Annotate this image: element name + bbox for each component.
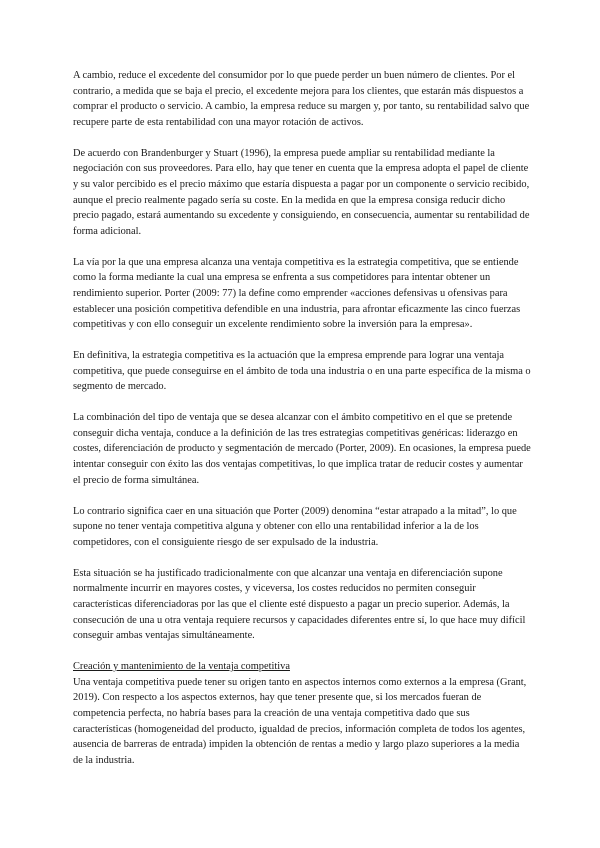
paragraph-negociacion-proveedores: De acuerdo con Brandenburger y Stuart (1996), la empresa puede ampliar su rentabilidad mediante la negociación con sus proveedores. Para ello, hay que tener en cuenta que la empresa adopta el papel de cliente y su valor percibido es el precio máximo que estaría dispuesta a pagar por un componente o servicio recibido, aunque el precio realmente pagado sería su coste. En la medida en que la empresa consiga reducir dicho precio pagado, estará aumentando su excedente y consiguiendo, en consecuencia, aumentar su rentabilidad de forma adicional. [73, 147, 530, 237]
paragraph-estrategia-competitiva: La vía por la que una empresa alcanza una ventaja competitiva es la estrategia competitiva, que se entiende como la forma mediante la cual una empresa se enfrenta a sus competidores para intentar obtener un rendimiento superior. Porter (2009: 77) la define como emprender «acciones defensivas u ofensivas para establecer una posición competitiva defendible en una industria, para afrontar eficazmente las cinco fuerzas competitivas y con ello conseguir un excelente rendimiento sobre la inversión para la empresa». [73, 256, 521, 331]
paragraph-situacion-justificada: Esta situación se ha justificado tradicionalmente con que alcanzar una ventaja en diferenciación supone normalmente incurrir en mayores costes, y viceversa, los costes reducidos no permiten conseguir características diferenciadoras por las que el cliente esté dispuesto a pagar un precio superior. Además, la consecución de una u otra ventaja requiere recursos y capacidades diferentes entre sí, lo que hace muy difícil conseguir ambas ventajas simultáneamente. [73, 567, 526, 642]
document-page [73, 68, 531, 768]
paragraph-origen-ventaja: Una ventaja competitiva puede tener su origen tanto en aspectos internos como externos a la empresa (Grant, 2019). Con respecto a los aspectos externos, hay que tener presente que, si los mercados fueran de competencia perfecta, no habría bases para la creación de una ventaja competitiva dado que sus características (homogeneidad del producto, igualdad de precios, información completa de todos los agentes, ausencia de barreras de entrada) impiden la obtención de rentas a medio y largo plazo superiores a la media de la industria. [73, 676, 527, 766]
paragraph-excedente-consumidor: A cambio, reduce el excedente del consumidor por lo que puede perder un buen número de clientes. Por el contrario, a medida que se baja el precio, el excedente mejora para los clientes, que estarán más dispuestos a comprar el producto o servicio. A cambio, la empresa reduce su margen y, por tanto, su rentabilidad salvo que recupere parte de esta rentabilidad con una mayor rotación de activos. [73, 70, 530, 128]
section-heading: Creación y mantenimiento de la ventaja competitiva [73, 661, 290, 673]
paragraph-en-definitiva: En definitiva, la estrategia competitiva es la actuación que la empresa emprende para lograr una ventaja competitiva, que puede conseguirse en el ámbito de toda una industria o en una parte específica de la misma o segmento de mercado. [73, 350, 531, 393]
paragraph-atrapado-a-la-mitad: Lo contrario significa caer en una situación que Porter (2009) denomina “estar atrapado a la mitad”, lo que supone no tener ventaja competitiva alguna y obtener con ello una rentabilidad inferior a la de los competidores, con el consiguiente riesgo de ser expulsado de la industria. [73, 505, 517, 548]
paragraph-estrategias-genericas: La combinación del tipo de ventaja que se desea alcanzar con el ámbito competitivo en el que se pretende conseguir dicha ventaja, conduce a la definición de las tres estrategias competitivas genéricas: liderazgo en costes, diferenciación de producto y segmentación de mercado (Porter, 2009). En ocasiones, la empresa puede intentar conseguir con éxito las dos ventajas competitivas, lo que implica tratar de reducir costes y aumentar el precio de forma simultánea. [73, 412, 531, 486]
